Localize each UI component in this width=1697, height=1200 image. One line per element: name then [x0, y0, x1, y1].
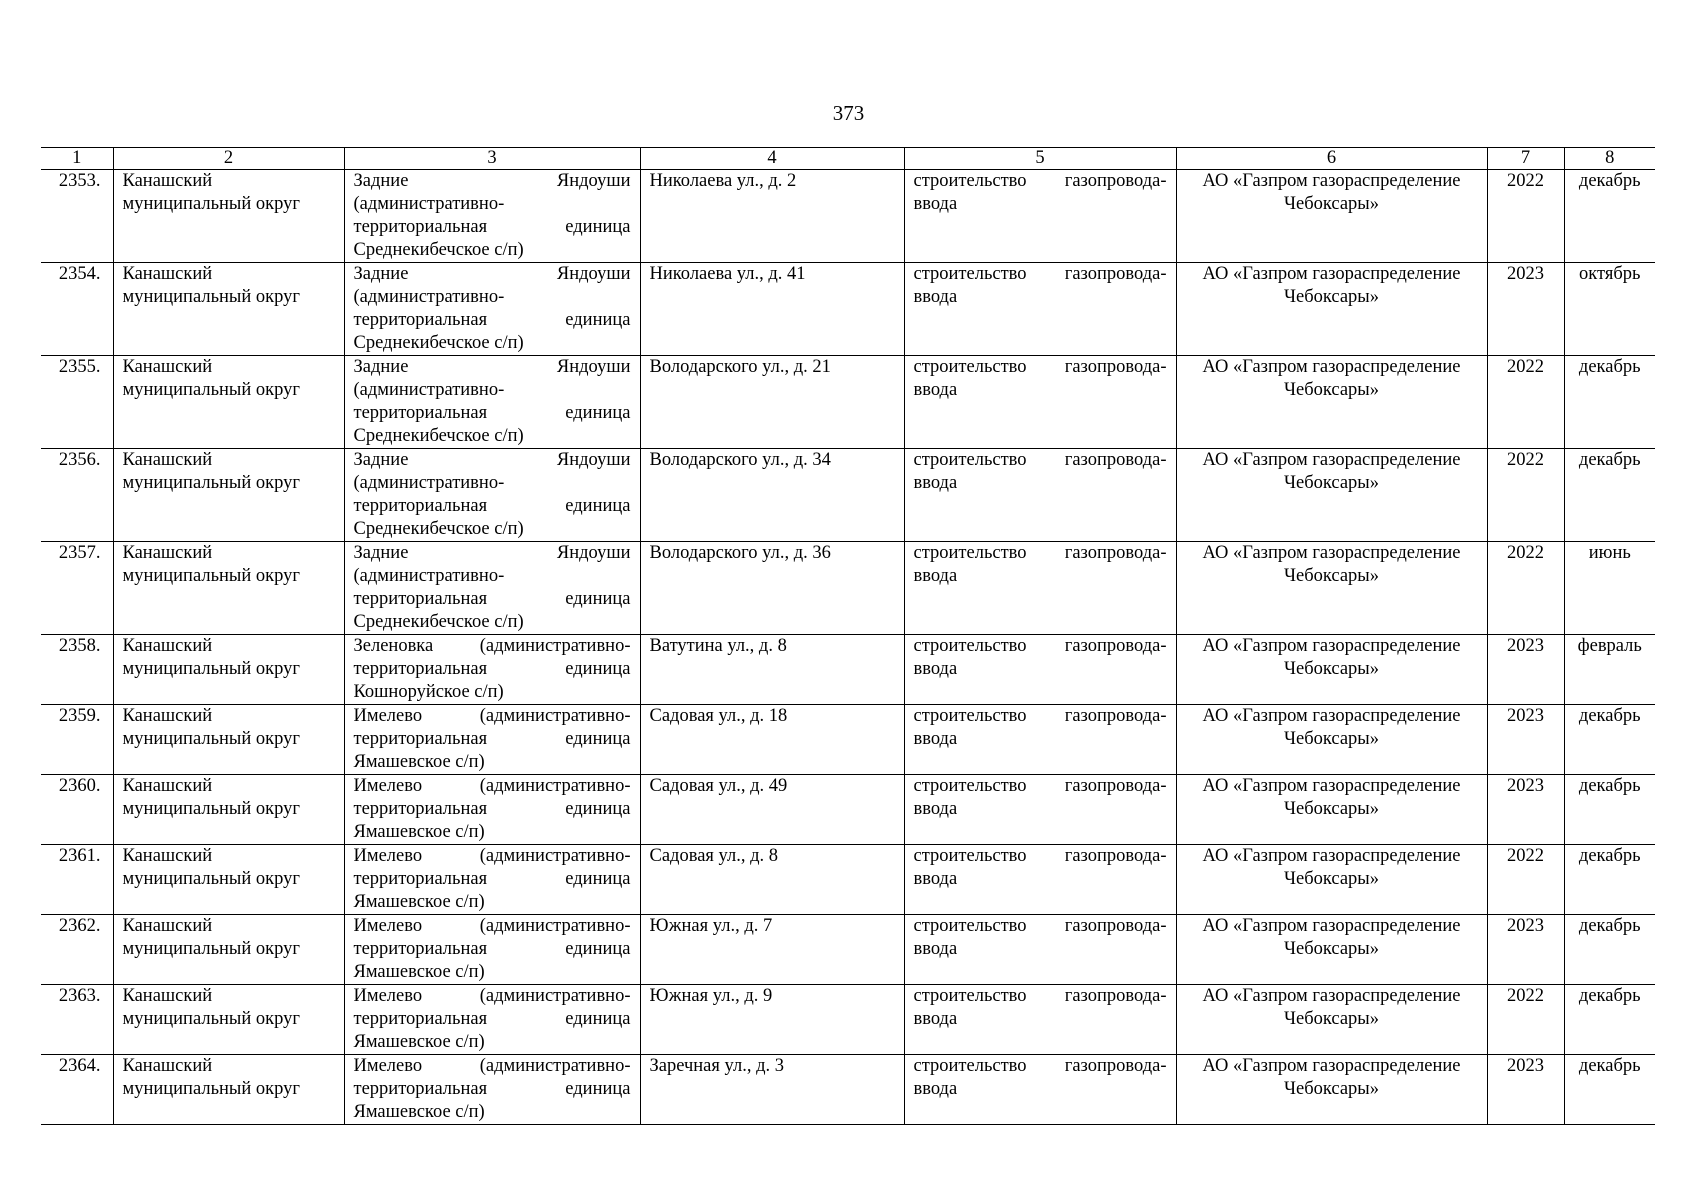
organization-cell: АО «Газпром газораспределение Чебоксары» [1176, 263, 1487, 356]
locality-cell: Имелево (административно-территориальная единица Ямашевское с/п) [344, 705, 640, 775]
table-row [41, 170, 1655, 263]
row-number: 2364. [41, 1055, 113, 1125]
locality-cell: Имелево (административно-территориальная единица Ямашевское с/п) [344, 985, 640, 1055]
locality-cell: Задние Яндоуши (административно-территориальная единица Среднекибечское с/п) [344, 263, 640, 356]
year-cell: 2022 [1487, 170, 1564, 263]
row-number: 2363. [41, 985, 113, 1055]
table-row [41, 705, 1655, 775]
work-cell: строительство газопровода-ввода [904, 775, 1176, 845]
column-header: 1 [41, 148, 113, 170]
year-cell: 2022 [1487, 356, 1564, 449]
year-cell: 2023 [1487, 775, 1564, 845]
table-row [41, 985, 1655, 1055]
address-cell: Южная ул., д. 9 [640, 985, 904, 1055]
district-cell: Канашский муниципальный округ [113, 705, 344, 775]
address-cell: Николаева ул., д. 41 [640, 263, 904, 356]
column-header: 2 [113, 148, 344, 170]
month-cell: декабрь [1564, 1055, 1655, 1125]
district-cell: Канашский муниципальный округ [113, 356, 344, 449]
locality-cell: Задние Яндоуши (административно-территориальная единица Среднекибечское с/п) [344, 356, 640, 449]
district-cell: Канашский муниципальный округ [113, 1055, 344, 1125]
address-cell: Володарского ул., д. 34 [640, 449, 904, 542]
work-cell: строительство газопровода-ввода [904, 170, 1176, 263]
organization-cell: АО «Газпром газораспределение Чебоксары» [1176, 356, 1487, 449]
organization-cell: АО «Газпром газораспределение Чебоксары» [1176, 915, 1487, 985]
locality-cell: Имелево (административно-территориальная единица Ямашевское с/п) [344, 915, 640, 985]
work-cell: строительство газопровода-ввода [904, 542, 1176, 635]
organization-cell: АО «Газпром газораспределение Чебоксары» [1176, 170, 1487, 263]
month-cell: декабрь [1564, 449, 1655, 542]
table-row [41, 542, 1655, 635]
column-header: 7 [1487, 148, 1564, 170]
locality-cell: Имелево (административно-территориальная единица Ямашевское с/п) [344, 1055, 640, 1125]
work-cell: строительство газопровода-ввода [904, 449, 1176, 542]
month-cell: декабрь [1564, 705, 1655, 775]
district-cell: Канашский муниципальный округ [113, 635, 344, 705]
row-number: 2357. [41, 542, 113, 635]
month-cell: февраль [1564, 635, 1655, 705]
work-cell: строительство газопровода-ввода [904, 356, 1176, 449]
locality-cell: Задние Яндоуши (административно-территориальная единица Среднекибечское с/п) [344, 449, 640, 542]
district-cell: Канашский муниципальный округ [113, 449, 344, 542]
month-cell: декабрь [1564, 356, 1655, 449]
organization-cell: АО «Газпром газораспределение Чебоксары» [1176, 775, 1487, 845]
row-number: 2361. [41, 845, 113, 915]
table-row [41, 263, 1655, 356]
column-header: 4 [640, 148, 904, 170]
row-number: 2353. [41, 170, 113, 263]
year-cell: 2023 [1487, 705, 1564, 775]
year-cell: 2022 [1487, 449, 1564, 542]
table-row [41, 915, 1655, 985]
table-row [41, 1055, 1655, 1125]
column-header: 5 [904, 148, 1176, 170]
table-row [41, 449, 1655, 542]
month-cell: декабрь [1564, 775, 1655, 845]
address-cell: Володарского ул., д. 36 [640, 542, 904, 635]
district-cell: Канашский муниципальный округ [113, 775, 344, 845]
year-cell: 2023 [1487, 915, 1564, 985]
locality-cell: Имелево (административно-территориальная единица Ямашевское с/п) [344, 845, 640, 915]
work-cell: строительство газопровода-ввода [904, 985, 1176, 1055]
district-cell: Канашский муниципальный округ [113, 170, 344, 263]
organization-cell: АО «Газпром газораспределение Чебоксары» [1176, 449, 1487, 542]
address-cell: Садовая ул., д. 49 [640, 775, 904, 845]
organization-cell: АО «Газпром газораспределение Чебоксары» [1176, 1055, 1487, 1125]
work-cell: строительство газопровода-ввода [904, 263, 1176, 356]
work-cell: строительство газопровода-ввода [904, 1055, 1176, 1125]
table-row [41, 635, 1655, 705]
locality-cell: Зеленовка (административно-территориальная единица Кошноруйское с/п) [344, 635, 640, 705]
table-row [41, 356, 1655, 449]
address-cell: Николаева ул., д. 2 [640, 170, 904, 263]
month-cell: октябрь [1564, 263, 1655, 356]
year-cell: 2023 [1487, 1055, 1564, 1125]
header-row [41, 148, 1655, 170]
table-row [41, 845, 1655, 915]
address-cell: Володарского ул., д. 21 [640, 356, 904, 449]
district-cell: Канашский муниципальный округ [113, 915, 344, 985]
month-cell: декабрь [1564, 915, 1655, 985]
row-number: 2360. [41, 775, 113, 845]
locality-cell: Задние Яндоуши (административно-территориальная единица Среднекибечское с/п) [344, 170, 640, 263]
address-cell: Садовая ул., д. 18 [640, 705, 904, 775]
column-header: 8 [1564, 148, 1655, 170]
year-cell: 2023 [1487, 263, 1564, 356]
year-cell: 2022 [1487, 845, 1564, 915]
month-cell: декабрь [1564, 845, 1655, 915]
address-cell: Садовая ул., д. 8 [640, 845, 904, 915]
table-body [41, 170, 1655, 1125]
district-cell: Канашский муниципальный округ [113, 542, 344, 635]
district-cell: Канашский муниципальный округ [113, 985, 344, 1055]
district-cell: Канашский муниципальный округ [113, 263, 344, 356]
work-cell: строительство газопровода-ввода [904, 635, 1176, 705]
year-cell: 2022 [1487, 985, 1564, 1055]
row-number: 2355. [41, 356, 113, 449]
address-cell: Ватутина ул., д. 8 [640, 635, 904, 705]
organization-cell: АО «Газпром газораспределение Чебоксары» [1176, 845, 1487, 915]
table-row [41, 775, 1655, 845]
row-number: 2358. [41, 635, 113, 705]
row-number: 2356. [41, 449, 113, 542]
data-table [41, 147, 1655, 1125]
row-number: 2354. [41, 263, 113, 356]
month-cell: июнь [1564, 542, 1655, 635]
year-cell: 2022 [1487, 542, 1564, 635]
organization-cell: АО «Газпром газораспределение Чебоксары» [1176, 705, 1487, 775]
column-header: 6 [1176, 148, 1487, 170]
work-cell: строительство газопровода-ввода [904, 915, 1176, 985]
locality-cell: Имелево (административно-территориальная единица Ямашевское с/п) [344, 775, 640, 845]
year-cell: 2023 [1487, 635, 1564, 705]
organization-cell: АО «Газпром газораспределение Чебоксары» [1176, 542, 1487, 635]
organization-cell: АО «Газпром газораспределение Чебоксары» [1176, 635, 1487, 705]
organization-cell: АО «Газпром газораспределение Чебоксары» [1176, 985, 1487, 1055]
address-cell: Южная ул., д. 7 [640, 915, 904, 985]
row-number: 2359. [41, 705, 113, 775]
month-cell: декабрь [1564, 985, 1655, 1055]
address-cell: Заречная ул., д. 3 [640, 1055, 904, 1125]
work-cell: строительство газопровода-ввода [904, 845, 1176, 915]
row-number: 2362. [41, 915, 113, 985]
locality-cell: Задние Яндоуши (административно-территориальная единица Среднекибечское с/п) [344, 542, 640, 635]
work-cell: строительство газопровода-ввода [904, 705, 1176, 775]
table-header [41, 148, 1655, 170]
month-cell: декабрь [1564, 170, 1655, 263]
district-cell: Канашский муниципальный округ [113, 845, 344, 915]
column-header: 3 [344, 148, 640, 170]
page-number: 373 [832, 101, 865, 125]
